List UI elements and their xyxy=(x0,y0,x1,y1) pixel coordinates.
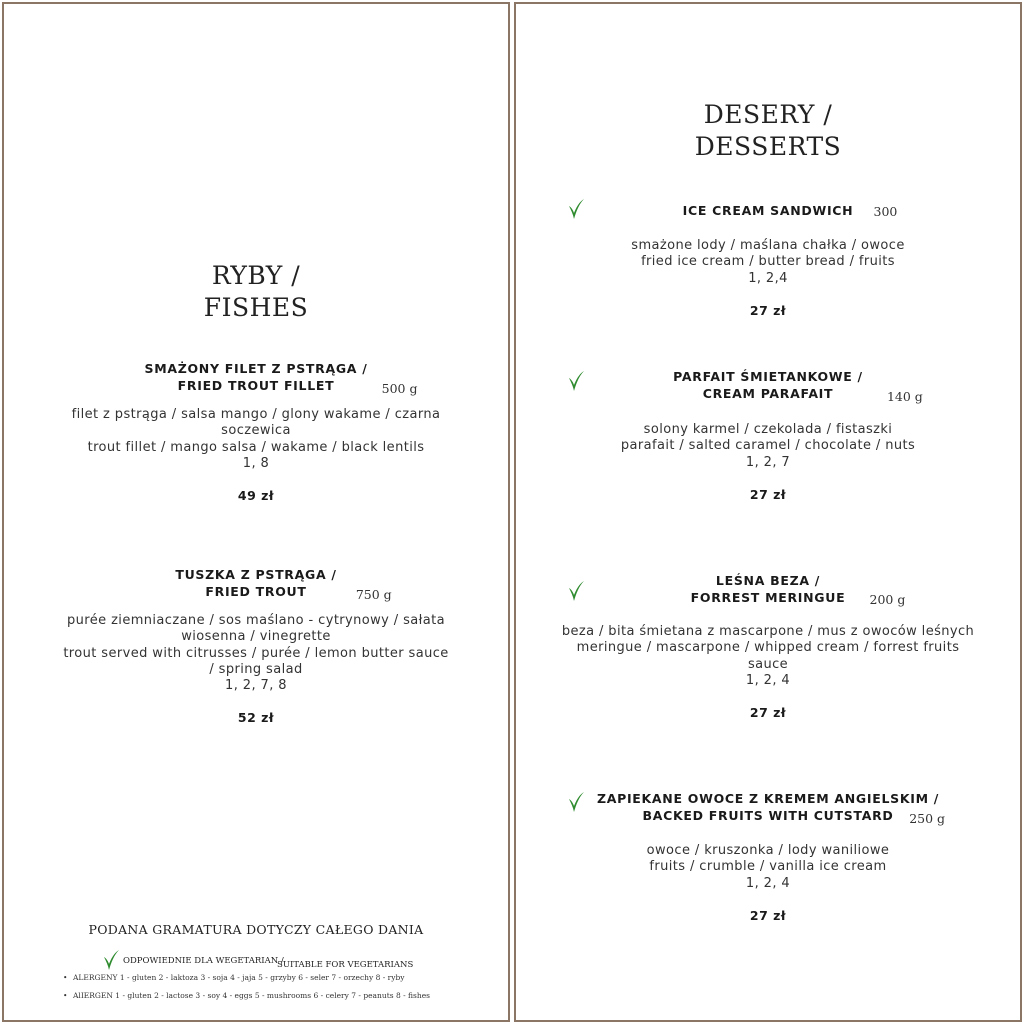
dish-weight: 250 g xyxy=(909,811,946,826)
section-title-line: RYBY / xyxy=(211,261,301,290)
leaf-icon xyxy=(101,949,121,971)
dish-price: 52 zł xyxy=(237,710,275,726)
dish-price: 27 zł xyxy=(749,907,787,923)
dish-price: 27 zł xyxy=(749,705,787,721)
portion-note: PODANA GRAMATURA DOTYCZY CAŁEGO DANIA xyxy=(88,922,424,937)
description-line: purée ziemniaczane / sos maślano - cytrynowy / sałata xyxy=(67,613,445,628)
dish-name: BACKED FRUITS WITH CUTSTARD xyxy=(642,808,894,823)
section-title-line: DESSERTS xyxy=(694,132,842,161)
allergen-text: ALERGENY 1 - gluten 2 - laktoza 3 - soja 4 - jaja 5 - grzyby 6 - seler 7 - orzechy 8 - ryby xyxy=(73,973,405,982)
description-line: trout fillet / mango salsa / wakame / black lentils xyxy=(87,439,425,455)
allergen-codes: 1, 2, 7, 8 xyxy=(225,678,287,694)
allergen-codes: 1, 2, 4 xyxy=(745,672,791,688)
section-title-fishes xyxy=(4,260,508,324)
dish-weight: 300 xyxy=(873,204,898,219)
description-line: / spring salad xyxy=(209,661,303,677)
allergen-text: AlIERGEN 1 - gluten 2 - lactose 3 - soy 4 - eggs 5 - mushrooms 6 - celery 7 - peanuts 8 - fishes xyxy=(73,991,430,1000)
dish-price: 27 zł xyxy=(749,486,787,502)
description-line: filet z pstrąga / salsa mango / glony wakame / czarna xyxy=(71,407,441,422)
allergen-codes: 1, 2,4 xyxy=(748,270,788,286)
description-line: soczewica xyxy=(221,423,291,439)
dish-name: CREAM PARAFAIT xyxy=(702,386,834,401)
dish-name-block xyxy=(673,368,923,404)
description-line: smażone lody / maślana chałka / owoce xyxy=(631,238,905,253)
section-title-desserts xyxy=(516,99,1020,163)
allergen-codes: 1, 2, 4 xyxy=(745,875,791,891)
menu-page-desserts xyxy=(514,2,1022,1022)
menu-item-fried-trout xyxy=(14,566,498,725)
dish-description xyxy=(526,422,1010,471)
dish-name: PARFAIT ŚMIETANKOWE / xyxy=(673,369,863,384)
dish-weight: 500 g xyxy=(381,381,418,396)
description-line: trout served with citrusses / purée / lemon butter sauce xyxy=(63,645,449,661)
dish-description xyxy=(14,613,498,694)
dish-price: 27 zł xyxy=(749,302,787,318)
dish-name: SMAŻONY FILET Z PSTRĄGA / xyxy=(144,361,368,376)
dish-name-block xyxy=(175,566,392,602)
description-line: owoce / kruszonka / lody waniliowe xyxy=(646,843,890,858)
dish-name: FORREST MERINGUE xyxy=(690,590,846,605)
dish-name: ZAPIEKANE OWOCE Z KREMEM ANGIELSKIM / xyxy=(596,791,940,806)
dish-description xyxy=(526,624,1010,689)
description-line: beza / bita śmietana z mascarpone / mus z owoców leśnych xyxy=(561,624,975,639)
allergen-list-pl xyxy=(63,973,405,982)
bullet: • xyxy=(63,991,68,1000)
dish-name: FRIED TROUT xyxy=(205,584,307,599)
dish-weight: 140 g xyxy=(886,389,923,404)
menu-item-cream-parfait xyxy=(526,368,1010,502)
vegetarian-legend-pl: ODPOWIEDNIE DLA WEGETARIAN / xyxy=(123,956,284,966)
dish-name: ICE CREAM SANDWICH xyxy=(682,203,854,218)
dish-description xyxy=(526,238,1010,287)
description-line: sauce xyxy=(747,656,789,672)
dish-description xyxy=(526,843,1010,892)
allergen-codes: 1, 2, 7 xyxy=(745,454,791,470)
description-line: solony karmel / czekolada / fistaszki xyxy=(643,422,893,437)
dish-weight: 200 g xyxy=(869,592,906,607)
description-line: wiosenna / vinegrette xyxy=(181,629,331,645)
description-line: fruits / crumble / vanilla ice cream xyxy=(649,859,887,875)
menu-item-ice-cream-sandwich xyxy=(526,200,1010,318)
menu-item-backed-fruits xyxy=(526,790,1010,923)
dish-description xyxy=(14,407,498,472)
dish-name-block xyxy=(596,790,946,826)
description-line: meringue / mascarpone / whipped cream / forrest fruits xyxy=(576,640,960,656)
allergen-list-en xyxy=(63,991,430,1000)
dish-name-block xyxy=(682,202,898,219)
description-line: fried ice cream / butter bread / fruits xyxy=(641,254,895,270)
menu-item-fried-trout-fillet xyxy=(14,360,498,503)
dish-weight: 750 g xyxy=(355,587,392,602)
vegetarian-legend-en: SUITABLE FOR VEGETARIANS xyxy=(277,960,414,970)
menu-page-fishes xyxy=(2,2,510,1022)
dish-name: TUSZKA Z PSTRĄGA / xyxy=(175,567,337,582)
section-title-line: DESERY / xyxy=(703,100,833,129)
dish-name-block xyxy=(144,360,418,396)
dish-name-block xyxy=(690,572,906,607)
dish-name: LEŚNA BEZA / xyxy=(715,573,821,588)
dish-price: 49 zł xyxy=(237,488,275,504)
allergen-codes: 1, 8 xyxy=(242,455,270,471)
section-title-line: FISHES xyxy=(203,293,309,322)
bullet: • xyxy=(63,973,68,982)
description-line: parafait / salted caramel / chocolate / nuts xyxy=(620,438,916,454)
dish-name: FRIED TROUT FILLET xyxy=(177,378,335,393)
menu-item-forrest-meringue xyxy=(526,572,1010,720)
